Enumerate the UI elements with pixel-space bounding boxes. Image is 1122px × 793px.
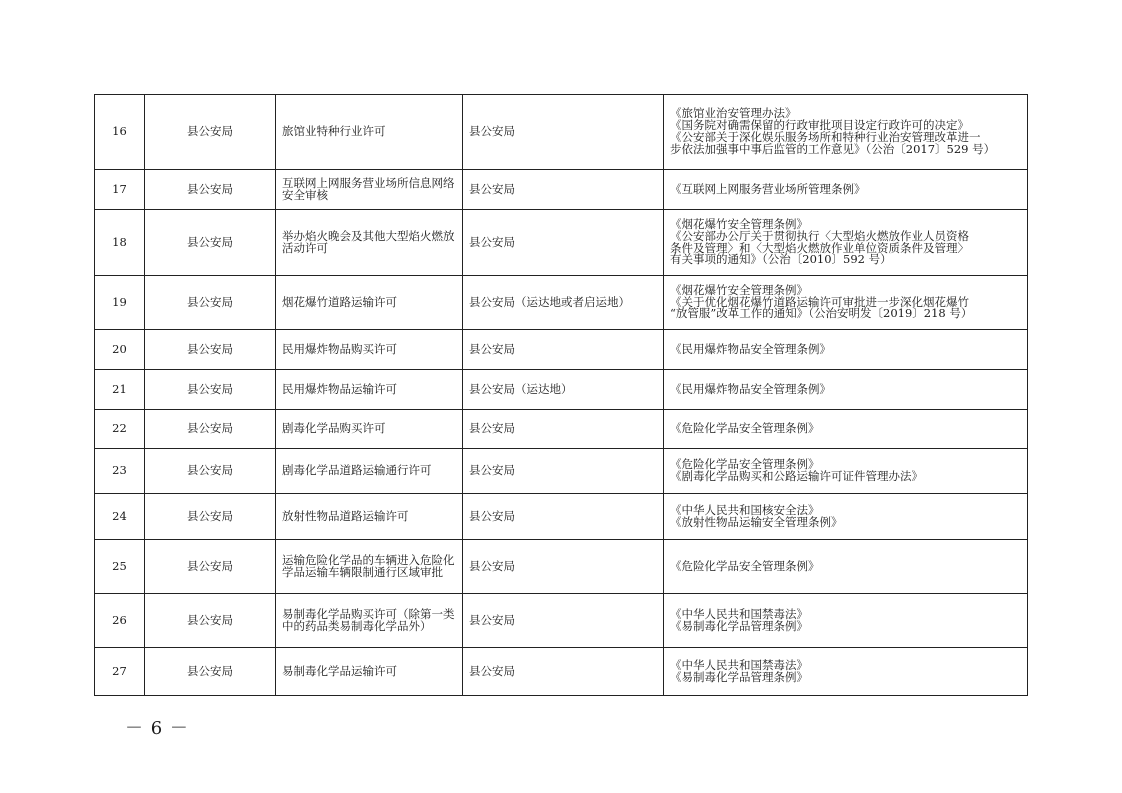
table-row — [95, 540, 1028, 594]
legal-basis-line: 《易制毒化学品管理条例》 — [670, 618, 808, 633]
legal-basis-cell — [664, 494, 1028, 540]
legal-basis-cell — [664, 449, 1028, 494]
legal-basis-cell — [664, 594, 1028, 648]
permit-item-cell: 烟花爆竹道路运输许可 — [276, 276, 463, 330]
legal-basis-cell — [664, 540, 1028, 594]
permit-item-cell: 易制毒化学品购买许可（除第一类中的药品类易制毒化学品外） — [276, 594, 463, 648]
legal-basis-line: 《危险化学品安全管理条例》 — [670, 558, 820, 573]
permit-item-cell: 放射性物品道路运输许可 — [276, 494, 463, 540]
department-cell: 县公安局 — [145, 540, 276, 594]
legal-basis-line: 《公安部关于深化娱乐服务场所和特种行业治安管理改革进一 — [670, 130, 981, 144]
authority-cell: 县公安局 — [463, 170, 664, 210]
table-row — [95, 494, 1028, 540]
authority-cell: 县公安局 — [463, 330, 664, 370]
permit-item-cell: 旅馆业特种行业许可 — [276, 95, 463, 170]
legal-basis-cell — [664, 95, 1028, 170]
authority-cell: 县公安局 — [463, 540, 664, 594]
legal-basis-line: 《危险化学品安全管理条例》 — [670, 421, 820, 436]
legal-basis-line: 《易制毒化学品管理条例》 — [670, 669, 808, 684]
authority-cell: 县公安局 — [463, 594, 664, 648]
authority-cell: 县公安局 — [463, 648, 664, 696]
legal-basis-line: 有关事项的通知》（公治〔2010〕592 号） — [670, 252, 892, 267]
authority-cell: 县公安局 — [463, 449, 664, 494]
department-cell: 县公安局 — [145, 95, 276, 170]
legal-basis-line: 《中华人民共和国核安全法》 — [670, 502, 820, 517]
permit-table — [94, 94, 1028, 696]
authority-cell: 县公安局 — [463, 410, 664, 449]
row-number: 20 — [95, 330, 145, 370]
table-row — [95, 648, 1028, 696]
permit-item-cell: 互联网上网服务营业场所信息网络安全审核 — [276, 170, 463, 210]
authority-cell: 县公安局 — [463, 494, 664, 540]
legal-basis-cell — [664, 410, 1028, 449]
permit-item-cell: 剧毒化学品购买许可 — [276, 410, 463, 449]
department-cell: 县公安局 — [145, 210, 276, 276]
authority-cell: 县公安局 — [463, 210, 664, 276]
legal-basis-line: 《关于优化烟花爆竹道路运输许可审批进一步深化烟花爆竹 — [670, 294, 969, 309]
row-number: 27 — [95, 648, 145, 696]
legal-basis-line: 《民用爆炸物品安全管理条例》 — [670, 381, 831, 396]
legal-basis-cell — [664, 330, 1028, 370]
permit-item-cell: 民用爆炸物品购买许可 — [276, 330, 463, 370]
row-number: 17 — [95, 170, 145, 210]
legal-basis-line: 《剧毒化学品购买和公路运输许可证件管理办法》 — [670, 469, 923, 483]
table-row — [95, 170, 1028, 210]
department-cell: 县公安局 — [145, 594, 276, 648]
legal-basis-line: 《中华人民共和国禁毒法》 — [670, 657, 808, 672]
table-row — [95, 95, 1028, 170]
legal-basis-line: 《旅馆业治安管理办法》 — [670, 106, 797, 121]
department-cell: 县公安局 — [145, 410, 276, 449]
table-row — [95, 276, 1028, 330]
legal-basis-cell — [664, 370, 1028, 410]
table-row — [95, 410, 1028, 449]
department-cell: 县公安局 — [145, 170, 276, 210]
department-cell: 县公安局 — [145, 449, 276, 494]
department-cell: 县公安局 — [145, 276, 276, 330]
department-cell: 县公安局 — [145, 494, 276, 540]
legal-basis-cell — [664, 170, 1028, 210]
authority-cell: 县公安局（运达地） — [463, 370, 664, 410]
legal-basis-line: 条件及管理〉和〈大型焰火燃放作业单位资质条件及管理〉 — [670, 240, 969, 255]
page-number: － 6 － — [125, 718, 189, 739]
department-cell: 县公安局 — [145, 370, 276, 410]
table-row — [95, 594, 1028, 648]
legal-basis-cell — [664, 648, 1028, 696]
permit-item-cell: 易制毒化学品运输许可 — [276, 648, 463, 696]
table-row — [95, 370, 1028, 410]
legal-basis-line: 步依法加强事中事后监管的工作意见》（公治〔2017〕529 号） — [670, 141, 996, 156]
row-number: 21 — [95, 370, 145, 410]
legal-basis-line: “放管服”改革工作的通知》（公治安明发〔2019〕218 号） — [670, 306, 973, 321]
permit-item-cell: 运输危险化学品的车辆进入危险化学品运输车辆限制通行区域审批 — [276, 540, 463, 594]
permit-item-cell: 剧毒化学品道路运输通行许可 — [276, 449, 463, 494]
row-number: 19 — [95, 276, 145, 330]
legal-basis-cell — [664, 276, 1028, 330]
table-row — [95, 330, 1028, 370]
legal-basis-cell — [664, 210, 1028, 276]
permit-item-cell: 民用爆炸物品运输许可 — [276, 370, 463, 410]
table-body — [95, 95, 1028, 696]
permit-item-cell: 举办焰火晚会及其他大型焰火燃放活动许可 — [276, 210, 463, 276]
authority-cell: 县公安局（运达地或者启运地） — [463, 276, 664, 330]
row-number: 22 — [95, 410, 145, 449]
department-cell: 县公安局 — [145, 648, 276, 696]
row-number: 18 — [95, 210, 145, 276]
legal-basis-line: 《民用爆炸物品安全管理条例》 — [670, 341, 831, 356]
legal-basis-line: 《烟花爆竹安全管理条例》 — [670, 282, 808, 297]
table-row — [95, 210, 1028, 276]
row-number: 24 — [95, 494, 145, 540]
legal-basis-line: 《放射性物品运输安全管理条例》 — [670, 514, 843, 529]
table-row — [95, 449, 1028, 494]
authority-cell: 县公安局 — [463, 95, 664, 170]
department-cell: 县公安局 — [145, 330, 276, 370]
row-number: 16 — [95, 95, 145, 170]
legal-basis-line: 《互联网上网服务营业场所管理条例》 — [670, 181, 866, 196]
legal-basis-line: 《公安部办公厅关于贯彻执行〈大型焰火燃放作业人员资格 — [670, 228, 969, 243]
legal-basis-line: 《中华人民共和国禁毒法》 — [670, 606, 808, 621]
row-number: 23 — [95, 449, 145, 494]
row-number: 25 — [95, 540, 145, 594]
row-number: 26 — [95, 594, 145, 648]
legal-basis-line: 《烟花爆竹安全管理条例》 — [670, 216, 808, 231]
legal-basis-line: 《国务院对确需保留的行政审批项目设定行政许可的决定》 — [670, 118, 969, 133]
legal-basis-line: 《危险化学品安全管理条例》 — [670, 457, 820, 472]
